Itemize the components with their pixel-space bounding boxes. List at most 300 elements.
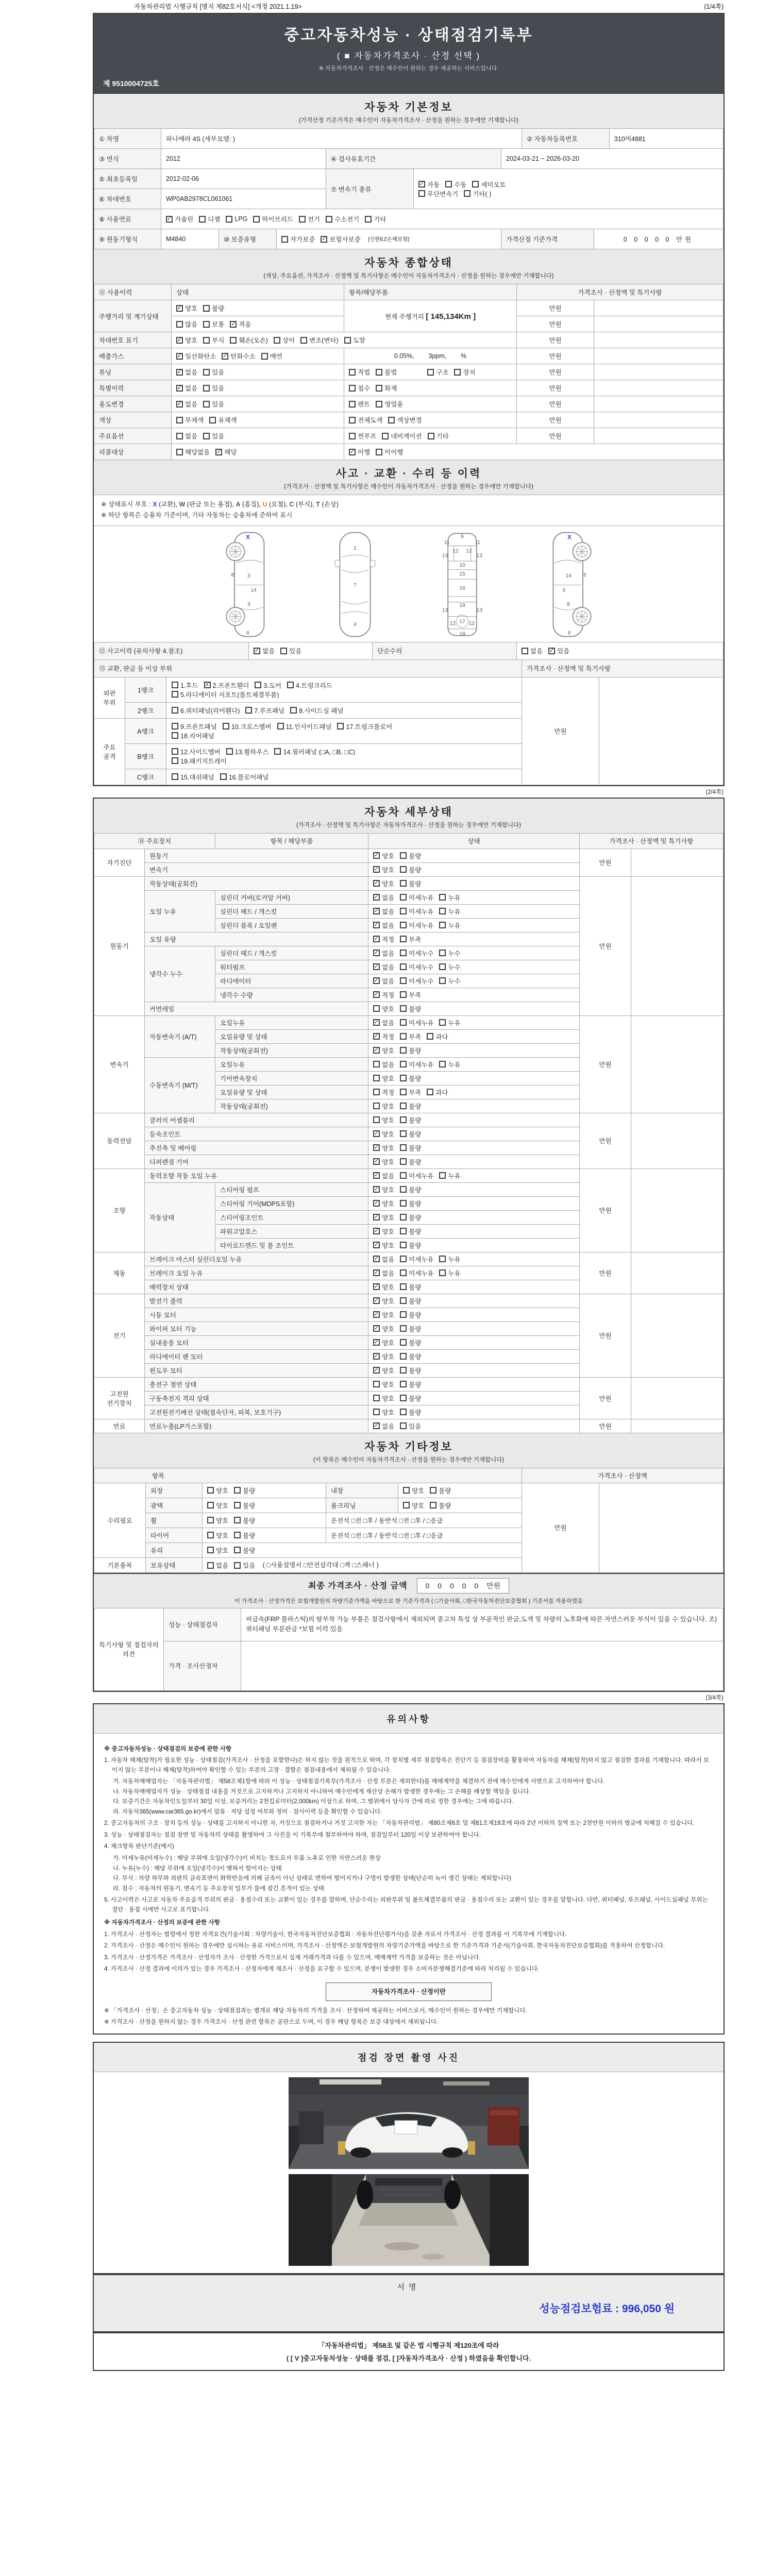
checkbox-option[interactable] — [430, 1486, 451, 1495]
checkbox-option[interactable] — [439, 1060, 460, 1069]
checkbox-label: 불량 — [409, 1283, 422, 1291]
checkbox-option[interactable] — [439, 1018, 460, 1027]
checkbox-box — [300, 337, 307, 344]
checkbox-label: 누유 — [448, 1269, 461, 1277]
checkbox-option[interactable] — [373, 1408, 394, 1417]
checkbox-option[interactable] — [373, 1213, 394, 1222]
checkbox-label: 불량 — [409, 1116, 422, 1124]
td-el: 브레이크 오일 누유 — [145, 1266, 368, 1280]
checkbox-option[interactable] — [400, 1408, 421, 1417]
checkbox-box — [365, 216, 372, 223]
td-el: ④ 검사유효기간 — [326, 149, 501, 169]
checkbox-option[interactable] — [349, 367, 370, 377]
checkbox-label: 불량 — [439, 1487, 451, 1495]
checkbox-option[interactable] — [373, 1268, 394, 1278]
checkbox-option[interactable] — [376, 383, 397, 393]
checkbox-option[interactable] — [373, 1088, 394, 1097]
checkbox-option[interactable] — [400, 1199, 421, 1208]
checkbox-option[interactable] — [388, 415, 422, 425]
checkbox-option[interactable] — [400, 948, 433, 958]
checkbox-option[interactable] — [203, 335, 224, 345]
checkbox-option[interactable] — [222, 351, 255, 361]
checkbox-option[interactable] — [400, 879, 421, 888]
checkbox-option[interactable] — [373, 865, 394, 874]
rect-el — [289, 2174, 332, 2266]
table-row — [94, 149, 724, 169]
checkbox-option[interactable] — [223, 722, 272, 731]
checkbox-box — [382, 433, 389, 439]
checkbox-option[interactable] — [373, 1115, 394, 1125]
panel-number: 13 — [442, 607, 448, 613]
checkbox-option[interactable] — [373, 1074, 394, 1083]
checkbox-option[interactable] — [400, 976, 433, 986]
checkbox-option[interactable] — [349, 415, 382, 425]
td-el: ⑩ 보증유형 — [219, 229, 277, 249]
checkbox-option[interactable] — [400, 1185, 421, 1194]
checkbox-option[interactable] — [400, 1241, 421, 1250]
checkbox-option[interactable] — [349, 383, 370, 393]
checkbox-option[interactable] — [207, 1546, 228, 1555]
checkbox-option[interactable] — [373, 990, 394, 999]
checkbox-option[interactable] — [226, 215, 247, 223]
td-el: 냉각수 수량 — [215, 988, 368, 1002]
checkbox-option[interactable] — [439, 962, 460, 972]
checkbox-option[interactable] — [349, 399, 370, 409]
checkbox-option[interactable] — [373, 1338, 394, 1347]
td-el: ⑦ 변속기 종류 — [326, 169, 414, 209]
td-el: 시동 모터 — [145, 1308, 368, 1321]
notice-item: 2. 중고자동차의 구조 · 장치 등의 성능 · 상태를 고지하지 아니한 자, 거짓으로 점검하거나 거짓 고지한 자는 「자동차관리법」 제80조제6호 및 제81조제19호에 따라 2년 이하의 징역 또는 2천만원 이하의 벌금에 처해질 수 있습니다. — [104, 1820, 695, 1827]
checkbox-option[interactable] — [172, 756, 227, 766]
checkbox-box — [373, 1089, 380, 1095]
checkbox-option[interactable] — [400, 1324, 421, 1333]
td-el: 만원 — [517, 364, 594, 380]
td-el: 만원 — [522, 677, 599, 785]
td-el — [172, 444, 344, 460]
checkbox-option[interactable] — [400, 1171, 433, 1180]
td-el — [172, 428, 344, 444]
checkbox-label: 양호 — [382, 1381, 395, 1388]
checkbox-option[interactable] — [207, 1501, 228, 1510]
td-el: 만원 — [517, 396, 594, 412]
checkbox-option[interactable] — [199, 214, 220, 224]
checkbox-option[interactable] — [400, 1101, 421, 1111]
checkbox-option[interactable] — [400, 1032, 421, 1041]
checkbox-label: 부족 — [409, 991, 422, 999]
checkbox-option[interactable] — [230, 319, 251, 329]
checkbox-option[interactable] — [376, 367, 397, 377]
checkbox-option[interactable] — [203, 367, 224, 377]
checkbox-option[interactable] — [439, 1171, 460, 1180]
checkbox-option[interactable] — [234, 1546, 255, 1555]
notice-tail: ※ 「가격조사 · 산정」은 중고자동차 성능 · 상태점검과는 별개로 해당 자동차의 가격을 조사 · 산정하여 제공하는 서비스로서, 매수인이 원하는 경우에만 기재합니다. — [104, 2007, 527, 2014]
checkbox-option[interactable] — [203, 303, 224, 313]
report-title: 중고자동차성능 · 상태점검기록부 — [284, 27, 533, 44]
checkbox-option[interactable] — [400, 1255, 433, 1264]
checkbox-option[interactable] — [454, 367, 475, 377]
checkbox-label: 과다 — [435, 1033, 448, 1041]
checkbox-option[interactable] — [373, 1004, 394, 1013]
checkbox-label: 불량 — [409, 1130, 422, 1138]
checkbox-label: 적정 — [382, 936, 395, 943]
checkbox-option[interactable] — [400, 1227, 421, 1236]
checkbox-option[interactable] — [245, 706, 284, 715]
checkbox-option[interactable] — [464, 189, 491, 198]
checkbox-option[interactable] — [400, 907, 433, 916]
checkbox-label: 부족 — [409, 1033, 422, 1041]
checkbox-option[interactable] — [373, 1129, 394, 1139]
checkbox-option[interactable] — [234, 1516, 255, 1525]
checkbox-option[interactable] — [337, 722, 392, 731]
checkbox-option[interactable] — [344, 335, 365, 345]
checkbox-option[interactable] — [400, 1004, 421, 1013]
table-row — [94, 129, 724, 149]
checkbox-option[interactable] — [373, 1255, 394, 1264]
checkbox-option[interactable] — [176, 399, 197, 409]
checkbox-option[interactable] — [274, 335, 295, 345]
checkbox-option[interactable] — [321, 234, 360, 244]
checkbox-option[interactable] — [230, 335, 268, 345]
checkbox-option[interactable] — [400, 893, 433, 902]
checkbox-option[interactable] — [287, 681, 332, 690]
price-appraisal-box[interactable]: 자동차가격조사 · 산정이란 — [326, 1982, 492, 2001]
checkbox-option[interactable] — [290, 706, 343, 715]
checkbox-option[interactable] — [400, 1060, 433, 1069]
checkbox-option[interactable] — [373, 907, 394, 916]
td-el: ⑪ 사용이력 — [94, 284, 172, 300]
table-row — [94, 412, 724, 428]
checkbox-option[interactable] — [373, 1143, 394, 1153]
checkbox-option[interactable] — [373, 1018, 394, 1027]
checkbox-option[interactable] — [400, 1129, 421, 1139]
checkbox-box — [376, 385, 382, 392]
checkbox-option[interactable] — [176, 335, 197, 345]
checkbox-option[interactable] — [209, 415, 237, 425]
checkbox-option[interactable] — [281, 234, 315, 244]
checkbox-option[interactable] — [400, 921, 433, 930]
td-el: ⑫ 사고이력 (유의사항 4.참조) — [94, 642, 249, 659]
checkbox-option[interactable] — [400, 1366, 421, 1375]
table-row — [94, 444, 724, 460]
checkbox-option[interactable] — [373, 1227, 394, 1236]
checkbox-label: 양호 — [382, 1186, 395, 1194]
checkbox-option[interactable] — [172, 681, 198, 690]
checkbox-option[interactable] — [373, 1171, 394, 1180]
checkbox-option[interactable] — [427, 1032, 448, 1041]
checkbox-label: 16.플로어패널 — [228, 773, 269, 781]
checkbox-option[interactable] — [400, 962, 433, 972]
checkbox-box — [373, 1409, 380, 1415]
checkbox-option[interactable] — [203, 399, 224, 409]
td-el — [631, 1252, 724, 1294]
checkbox-label: 있음 — [212, 369, 225, 376]
checkbox-option[interactable] — [400, 1115, 421, 1125]
checkbox-option[interactable] — [400, 1213, 421, 1222]
checkbox-option[interactable] — [373, 879, 394, 888]
checkbox-option[interactable] — [403, 1501, 424, 1510]
checkbox-option[interactable] — [400, 990, 421, 999]
checkbox-box — [220, 773, 227, 780]
panel-number: 12 — [466, 548, 472, 554]
checkbox-option[interactable] — [300, 335, 339, 345]
inspection-report — [93, 0, 725, 2371]
td-el: ⑭ 주요장치 — [94, 833, 215, 849]
checkbox-option[interactable] — [326, 214, 359, 224]
checkbox-option[interactable] — [176, 415, 204, 425]
checkbox-option[interactable] — [373, 1296, 394, 1306]
checkbox-box — [427, 1089, 433, 1095]
checkbox-option[interactable] — [373, 976, 394, 986]
td-el — [368, 1294, 580, 1308]
checkbox-box: ✓ — [374, 1256, 379, 1262]
checkbox-option[interactable] — [427, 1088, 448, 1097]
checkbox-label: 누유 — [448, 1256, 461, 1263]
checkbox-label: 있음 — [289, 648, 302, 655]
checkbox-option[interactable] — [376, 447, 403, 456]
td-el — [368, 1029, 580, 1043]
checkbox-option[interactable] — [439, 921, 460, 930]
checkbox-option[interactable] — [166, 214, 193, 224]
checkbox-option[interactable] — [400, 1338, 421, 1347]
checkbox-option[interactable] — [207, 1561, 228, 1570]
td-el: 추진축 및 베어링 — [145, 1141, 368, 1155]
checkbox-option[interactable] — [400, 1018, 433, 1027]
checkbox-option[interactable] — [373, 935, 394, 944]
checkbox-option[interactable] — [439, 948, 460, 958]
checkbox-label: 상이 — [282, 337, 295, 344]
checkbox-option[interactable] — [172, 747, 221, 756]
checkbox-label: 누유 — [448, 894, 461, 902]
checkbox-option[interactable] — [176, 447, 210, 456]
checkbox-label: 불량 — [409, 1311, 422, 1319]
b-el: W — [179, 501, 186, 508]
checkbox-option[interactable] — [400, 1421, 421, 1431]
checkbox-option[interactable] — [400, 1380, 421, 1389]
checkbox-option[interactable] — [400, 935, 421, 944]
checkbox-option[interactable] — [373, 962, 394, 972]
checkbox-option[interactable] — [548, 646, 569, 655]
checkbox-option[interactable] — [439, 907, 460, 916]
checkbox-option[interactable] — [418, 180, 440, 189]
checkbox-option[interactable] — [522, 646, 543, 655]
checkbox-option[interactable] — [400, 865, 421, 874]
checkbox-option[interactable] — [234, 1486, 255, 1495]
checkbox-option[interactable] — [373, 1060, 394, 1069]
checkbox-option[interactable] — [172, 731, 214, 740]
checkbox-option[interactable] — [234, 1561, 255, 1570]
checkbox-option[interactable] — [203, 431, 224, 440]
checkbox-box: ✓ — [374, 908, 379, 914]
checkbox-option[interactable] — [349, 431, 376, 440]
td-el — [368, 1238, 580, 1252]
final-price-label: 최종 가격조사 · 산정 금액 — [308, 1581, 408, 1590]
notice-item: 3. 가격조사 · 산정가격은 가격조사 · 산정자가 조사 · 산정한 가격으로서 실제 거래가격과 다를 수 있으며, 매매계약 가격을 보증하는 것은 아닙니다. — [104, 1954, 481, 1961]
checkbox-option[interactable] — [172, 722, 217, 731]
checkbox-option[interactable] — [234, 1501, 255, 1510]
checkbox-label: 적정 — [382, 1033, 395, 1041]
checkbox-option[interactable] — [373, 1310, 394, 1319]
checkbox-option[interactable] — [373, 893, 394, 902]
checkbox-label: 양호 — [382, 1242, 395, 1249]
checkbox-option[interactable] — [234, 1531, 255, 1540]
checkbox-option[interactable] — [373, 948, 394, 958]
b-el: T — [316, 501, 320, 508]
checkbox-option[interactable] — [373, 1366, 394, 1375]
checkbox-option[interactable] — [400, 1088, 421, 1097]
checkbox-option[interactable] — [373, 1380, 394, 1389]
checkbox-option[interactable] — [400, 1268, 433, 1278]
checkbox-option[interactable] — [253, 214, 293, 224]
checkbox-option[interactable] — [176, 303, 197, 313]
td-el — [599, 677, 724, 785]
td-el: 2랭크 — [125, 702, 166, 718]
checkbox-option[interactable] — [373, 1241, 394, 1250]
checkbox-option[interactable] — [445, 180, 466, 189]
table-el — [94, 833, 724, 1433]
notice-tail: ※ 가격조사 · 산정을 원하지 않는 경우 가격조사 · 산정 관련 항목은 공란으로 두며, 이 경우 해당 항목은 보증 대상에서 제외됩니다. — [104, 2018, 439, 2025]
checkbox-label: 양호 — [382, 866, 395, 874]
checkbox-option[interactable] — [400, 1282, 421, 1292]
checkbox-option[interactable] — [439, 976, 460, 986]
checkbox-box — [454, 369, 461, 376]
checkbox-option[interactable] — [207, 1531, 228, 1540]
checkbox-option[interactable] — [365, 214, 386, 224]
td-el — [368, 1308, 580, 1321]
checkbox-option[interactable] — [176, 319, 197, 329]
checkbox-option[interactable] — [403, 1486, 424, 1495]
checkbox-option[interactable] — [207, 1486, 228, 1495]
checkbox-option[interactable] — [261, 351, 282, 361]
td-el: 타이로드엔드 및 볼 조인트 — [215, 1238, 368, 1252]
checkbox-box — [400, 1116, 407, 1123]
checkbox-option[interactable] — [382, 431, 422, 440]
checkbox-option[interactable] — [400, 1394, 421, 1403]
checkbox-box — [207, 1502, 214, 1509]
checkbox-box — [207, 1547, 214, 1553]
checkbox-option[interactable] — [373, 851, 394, 860]
checkbox-option[interactable] — [373, 1185, 394, 1194]
checkbox-option[interactable] — [400, 1143, 421, 1153]
checkbox-option[interactable] — [373, 1101, 394, 1111]
checkbox-option[interactable] — [373, 1032, 394, 1041]
checkbox-option[interactable] — [373, 1421, 394, 1431]
td-el: 성능 · 상태점검자 — [164, 1608, 241, 1641]
checkbox-option[interactable] — [176, 367, 197, 377]
checkbox-option[interactable] — [439, 1268, 460, 1278]
checkbox-option[interactable] — [373, 921, 394, 930]
checkbox-label: 자동 — [427, 181, 440, 189]
checkbox-option[interactable] — [207, 1516, 228, 1525]
td-el — [203, 1498, 326, 1513]
td-el: 워터펌프 — [215, 960, 368, 974]
checkbox-label: 7.루프패널 — [254, 707, 285, 715]
checkbox-option[interactable] — [220, 772, 269, 782]
checkbox-option[interactable] — [430, 1501, 451, 1510]
checkbox-box: ✓ — [549, 647, 554, 654]
damage-x-mark: X — [567, 533, 572, 541]
checkbox-option[interactable] — [439, 893, 460, 902]
checkbox-label: 양호 — [382, 1047, 395, 1055]
detail-header — [94, 799, 724, 834]
td-el: 라디에이터 — [215, 974, 368, 988]
rect-el — [299, 2111, 324, 2144]
checkbox-option[interactable] — [373, 1046, 394, 1055]
checkbox-label: 양호 — [185, 305, 198, 312]
checkbox-option[interactable] — [176, 431, 197, 440]
checkbox-option[interactable] — [203, 383, 224, 393]
checkbox-option[interactable] — [299, 214, 320, 224]
checkbox-option[interactable] — [255, 681, 281, 690]
checkbox-option[interactable] — [204, 681, 249, 690]
checkbox-box — [172, 732, 178, 739]
td-el — [368, 918, 580, 932]
checkbox-option[interactable] — [373, 1324, 394, 1333]
checkbox-box — [172, 682, 178, 688]
td-el: 와이퍼 모터 기능 — [145, 1321, 368, 1335]
checkbox-option[interactable] — [373, 1352, 394, 1361]
checkbox-option[interactable] — [400, 1296, 421, 1306]
detail-table — [94, 833, 724, 1433]
checkbox-label: 있음 — [212, 385, 225, 392]
checkbox-option[interactable] — [439, 1255, 460, 1264]
checkbox-box — [207, 1487, 214, 1494]
checkbox-option[interactable] — [172, 690, 279, 699]
checkbox-option[interactable] — [349, 447, 370, 456]
checkbox-option[interactable] — [400, 1074, 421, 1083]
checkbox-option[interactable] — [373, 1282, 394, 1292]
checkbox-option[interactable] — [172, 772, 214, 782]
checkbox-option[interactable] — [418, 189, 458, 198]
checkbox-option[interactable] — [400, 851, 421, 860]
checkbox-option[interactable] — [176, 383, 197, 393]
checkbox-option[interactable] — [400, 1310, 421, 1319]
checkbox-box — [400, 1297, 407, 1304]
checkbox-label: 부족 — [409, 1089, 422, 1096]
td-el — [594, 332, 724, 348]
checkbox-option[interactable] — [274, 747, 355, 756]
notice-subitem: 라. 자동차365(www.car365.go.kr)에서 압류 · 저당 설정 여부와 정비 · 검사이력 등을 확인할 수 있습니다. — [113, 1808, 382, 1815]
checkbox-option[interactable] — [373, 1199, 394, 1208]
checkbox-box — [400, 1047, 407, 1054]
checkbox-label: 변조(변타) — [309, 337, 339, 344]
checkbox-option[interactable] — [376, 399, 403, 409]
checkbox-box — [176, 433, 183, 439]
checkbox-option[interactable] — [254, 646, 275, 655]
checkbox-option[interactable] — [226, 747, 269, 756]
checkbox-option[interactable] — [176, 351, 216, 361]
checkbox-option[interactable] — [280, 646, 301, 655]
accident-header — [94, 460, 724, 495]
checkbox-option[interactable] — [373, 1394, 394, 1403]
checkbox-option[interactable] — [277, 722, 332, 731]
checkbox-option[interactable] — [400, 1157, 421, 1166]
checkbox-option[interactable] — [400, 1352, 421, 1361]
checkbox-option[interactable] — [373, 1157, 394, 1166]
checkbox-option[interactable] — [428, 431, 449, 440]
checkbox-option[interactable] — [472, 180, 506, 189]
checkbox-option[interactable] — [172, 706, 240, 715]
checkbox-option[interactable] — [203, 319, 224, 329]
td-el: 가격조사 · 산정액 및 특기사항 — [580, 833, 724, 849]
td-el — [344, 412, 517, 428]
checkbox-option[interactable] — [400, 1046, 421, 1055]
td-el — [368, 1391, 580, 1405]
checkbox-label: 적정 — [382, 991, 395, 999]
checkbox-box: ✓ — [166, 215, 172, 222]
checkbox-option[interactable] — [215, 447, 237, 456]
checkbox-label: 14.필러패널 (□A, □B, □C) — [283, 748, 356, 756]
checkbox-option[interactable] — [427, 367, 448, 377]
